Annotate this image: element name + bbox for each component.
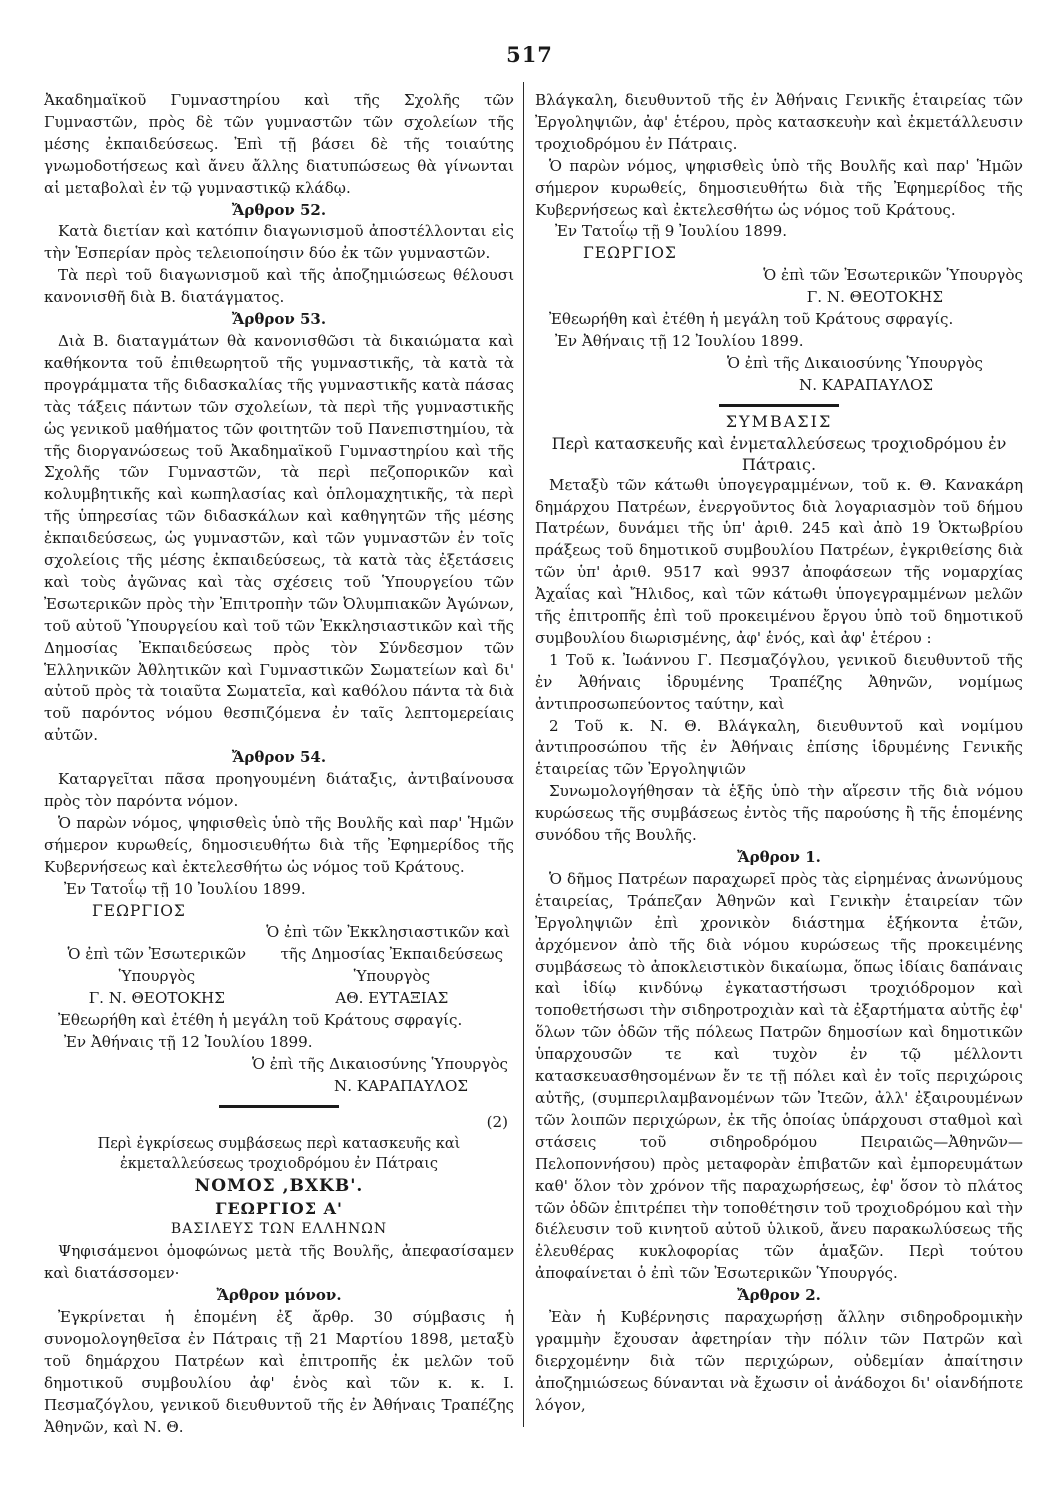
article-heading: Ἄρθρον 53. bbox=[231, 310, 327, 329]
king-signature: ΓΕΩΡΓΙΟΣ bbox=[92, 901, 186, 920]
paragraph: Καταργεῖται πᾶσα προηγουμένη διάταξις, ἀντιβαίνουσα πρὸς τὸν παρόντα νόμον. bbox=[44, 770, 514, 810]
contract-title: ΣΥΜΒΑΣΙΣ bbox=[725, 411, 833, 431]
article-heading: Ἄρθρον μόνον. bbox=[216, 1286, 342, 1305]
minister-title: τῆς Δημοσίας Ἐκπαιδεύσεως bbox=[280, 945, 504, 964]
minister-name: Ν. ΚΑΡΑΠΑΥΛΟΣ bbox=[333, 1076, 468, 1095]
paragraph: Ἀκαδημαϊκοῦ Γυμναστηρίου καὶ τῆς Σχολῆς τῶν Γυμναστῶν, πρὸς δὲ τῶν γυμναστῶν τῶν σχολείων τῆς μέσης ἐκπαιδεύσεως. Ἐπὶ τῇ βάσει δὲ τῆς τοιαύτης γνωμοδοτήσεως καὶ ἄνευ ἄλλης διατυπώσεως θὰ γίνωνται αἱ μεταβολαὶ ἐν τῷ γυμναστικῷ κλάδῳ. bbox=[44, 91, 514, 197]
article-heading: Ἄρθρον 52. bbox=[231, 200, 327, 219]
seal-note: Ἐθεωρήθη καὶ ἐτέθη ἡ μεγάλη τοῦ Κράτους σφραγίς. bbox=[549, 310, 954, 329]
paragraph: Μεταξὺ τῶν κάτωθι ὑπογεγραμμένων, τοῦ κ. Θ. Κανακάρη δημάρχου Πατρέων, ἐνεργοῦντος διὰ λογαριασμὸν τοῦ δήμου Πατρέων, δυνάμει τῆς ὑπ' ἀριθ. 245 καὶ ἀπὸ 19 Ὀκτωβρίου πράξεως τοῦ δημοτικοῦ συμβουλίου Πατρέων, ἐγκριθείσης διὰ τῶν ὑπ' ἀριθ. 9517 καὶ 9937 ἀποφάσεων τῆς νομαρχίας Ἀχαΐας καὶ Ἤλιδος, καὶ τῶν κάτωθι ὑπογεγραμμένων μελῶν τῆς ἐπιτροπῆς ἐπὶ τοῦ προκειμένου ἔργου ὑπὸ τοῦ δημοτικοῦ συμβουλίου διωρισμένης, ἀφ' ἑνός, καὶ ἀφ' ἑτέρου : bbox=[535, 475, 1023, 647]
minister-name: Ν. ΚΑΡΑΠΑΥΛΟΣ bbox=[798, 375, 933, 394]
paragraph: Κατὰ διετίαν καὶ κατόπιν διαγωνισμοῦ ἀποστέλλονται εἰς τὴν Ἑσπερίαν πρὸς τελειοποίησιν δύο ἐκ τῶν γυμναστῶν. bbox=[44, 222, 514, 263]
minister-title: Ὁ ἐπὶ τῶν Ἐκκλησιαστικῶν καὶ bbox=[266, 923, 510, 942]
date-line: Ἐν Τατοΐῳ τῇ 10 Ἰουλίου 1899. bbox=[64, 879, 306, 898]
minister-education bbox=[270, 944, 514, 1010]
law-number: ΝΟΜΟΣ ,ΒΧΚΒ'. bbox=[194, 1175, 364, 1196]
section-subject: Περὶ ἐγκρίσεως συμβάσεως περὶ κατασκευῆς καὶ ἐκμεταλλεύσεως τροχιοδρόμου ἐν Πάτραις bbox=[97, 1135, 461, 1172]
enactment-clause: Ὁ παρὼν νόμος, ψηφισθεὶς ὑπὸ τῆς Βουλῆς καὶ παρ' Ἡμῶν σήμερον κυρωθείς, δημοσιευθήτω διὰ τῆς Ἐφημερίδος τῆς Κυβερνήσεως καὶ ἐκτελεσθήτω ὡς νόμος τοῦ Κράτους. bbox=[535, 156, 1023, 219]
paragraph: Ἐὰν ἡ Κυβέρνησις παραχωρήσῃ ἄλλην σιδηροδρομικὴν γραμμὴν ἔχουσαν ἀφετηρίαν τὴν πόλιν τῶν Πατρῶν καὶ διερχομένην διὰ τῶν περιχώρων, οὐδεμίαν ἀπαίτησιν ἀποζημιώσεως δύνανται νὰ ἔχωσιν οἱ ἀνάδοχοι δι' οἱανδήποτε λόγον, bbox=[535, 1308, 1023, 1414]
article-heading: Ἄρθρον 2. bbox=[737, 1286, 821, 1305]
section-number: (2) bbox=[486, 1112, 508, 1131]
minister-title: Ὁ ἐπὶ τῶν Ἐσωτερικῶν bbox=[67, 945, 247, 964]
seal-note: Ἐθεωρήθη καὶ ἐτέθη ἡ μεγάλη τοῦ Κράτους σφραγίς. bbox=[58, 1011, 463, 1030]
paragraph: Βλάγκαλη, διευθυντοῦ τῆς ἐν Ἀθήναις Γενικῆς ἑταιρείας τῶν Ἐργοληψιῶν, ἀφ' ἑτέρου, πρὸς κατασκευὴν καὶ ἐκμετάλλευσιν τροχιοδρόμου ἐν Πάτραις. bbox=[535, 91, 1023, 153]
page-number: 517 bbox=[506, 42, 553, 67]
paragraph: 2 Τοῦ κ. Ν. Θ. Βλάγκαλη, διευθυντοῦ καὶ νομίμου ἀντιπροσώπου τῆς ἐν Ἀθήναις ἐπίσης ἱδρυμένης Γενικῆς ἑταιρείας τῶν Ἐργοληψιῶν bbox=[535, 716, 1023, 779]
date-line: Ἐν Ἀθήναις τῇ 12 Ἰουλίου 1899. bbox=[555, 331, 804, 350]
minister-title: Ὁ ἐπὶ τῆς Δικαιοσύνης Ὑπουργὸς bbox=[251, 1054, 508, 1073]
paragraph: Συνωμολογήθησαν τὰ ἑξῆς ὑπὸ τὴν αἵρεσιν τῆς διὰ νόμου κυρώσεως τῆς συμβάσεως ἐντὸς τῆς παρούσης ἢ τῆς ἑπομένης συνόδου τῆς Βουλῆς. bbox=[535, 782, 1023, 845]
minister-name: Γ. Ν. ΘΕΟΤΟΚΗΣ bbox=[806, 288, 943, 307]
minister-signatures bbox=[44, 944, 514, 1010]
minister-title: Ὁ ἐπὶ τῶν Ἐσωτερικῶν Ὑπουργὸς bbox=[763, 266, 1023, 285]
minister-role: Ὑπουργὸς bbox=[118, 967, 196, 986]
paragraph: 1 Τοῦ κ. Ἰωάννου Γ. Πεσμαζόγλου, γενικοῦ διευθυντοῦ τῆς ἐν Ἀθήναις ἱδρυμένης Τραπέζης Ἀθηνῶν, νομίμως ἀντιπροσωπεύοντος ταύτην, καὶ bbox=[535, 650, 1023, 713]
paragraph: Τὰ περὶ τοῦ διαγωνισμοῦ καὶ τῆς ἀποζημιώσεως θέλουσι κανονισθῆ διὰ Β. διατάγματος. bbox=[44, 266, 514, 307]
date-line: Ἐν Ἀθήναις τῇ 12 Ἰουλίου 1899. bbox=[64, 1032, 313, 1051]
minister-name: ΑΘ. ΕΥΤΑΞΙΑΣ bbox=[335, 989, 449, 1008]
paragraph: Διὰ Β. διαταγμάτων θὰ κανονισθῶσι τὰ δικαιώματα καὶ καθήκοντα τοῦ ἐπιθεωρητοῦ τῆς γυμναστικῆς, τὰ κατὰ τὰ προγράμματα τῆς διδασκαλίας τῆς γυμναστικῆς κατὰ πάσας τὰς τάξεις πάντων τῶν σχολείων, τὰ περὶ τῆς γυμναστικῆς ὡς γενικοῦ μαθήματος τῶν φοιτητῶν τοῦ Πανεπιστημίου, τὰ τῆς διοργανώσεως τοῦ Ἀκαδημαϊκοῦ Γυμναστηρίου καὶ τῆς Σχολῆς τῶν Γυμναστῶν, τὰ περὶ πεζοπορικῶν καὶ κολυμβητικῆς καὶ κωπηλασίας καὶ ὁπλομαχητικῆς, τὰ περὶ τῆς ὑπηρεσίας τῶν διδασκάλων καὶ καθηγητῶν τῆς μέσης ἐκπαιδεύσεως, ὡς γυμναστῶν, καὶ τῶν γυμναστῶν ἐν τοῖς σχολείοις τῆς μέσης ἐκπαιδεύσεως, τὰ κατὰ τὰς ἐξετάσεις καὶ τοὺς ἀγῶνας καὶ τὰς σχέσεις τοῦ Ὑπουργείου τῶν Ἐσωτερικῶν πρὸς τὴν Ἐπιτροπὴν τῶν Ὀλυμπιακῶν Ἀγώνων, τοῦ αὐτοῦ Ὑπουργείου καὶ τοῦ τῶν Ἐκκλησιαστικῶν καὶ τῆς Δημοσίας Ἐκπαιδεύσεως πρὸς τὸν Σύνδεσμον τῶν Ἑλληνικῶν Ἀθλητικῶν καὶ Γυμναστικῶν Σωματείων καὶ δι' αὐτοῦ πρὸς τὰ τοιαῦτα Σωματεῖα, καὶ καθόλου πάντα τὰ διὰ τοῦ παρόντος νόμου θεσπιζόμενα ἐν ταῖς λεπτομερείαις αὐτῶν. bbox=[44, 331, 514, 745]
paragraph: Ὁ δῆμος Πατρέων παραχωρεῖ πρὸς τὰς εἰρημένας ἀνωνύμους ἑταιρείας, Τράπεζαν Ἀθηνῶν καὶ Γενικὴν ἑταιρείαν τῶν Ἐργοληψιῶν ἐπὶ χρονικὸν διάστημα ἑξήκοντα ἐτῶν, ἀρχόμενον ἀπὸ τῆς διὰ νόμου κυρώσεως τῆς προκειμένης συμβάσεως τὸ ἀποκλειστικὸν δικαίωμα, ὅπως ἰδίαις δαπάναις καὶ ἰδίῳ κινδύνῳ ἐγκαταστήσωσι τροχιόδρομον καὶ τοποθετήσωσι τὴν σιδηροτροχιὰν καὶ τὰ ἐξαρτήματα αὐτῆς ἐφ' ὅλων τῶν ὁδῶν τῆς πόλεως Πατρῶν δημοσίων καὶ δημοτικῶν ὑπαρχουσῶν τε καὶ τυχὸν ἐν τῷ μέλλοντι κατασκευασθησομένων ἔν τε τῇ πόλει καὶ ἐν τοῖς περιχώροις αὐτῆς, (συμπεριλαμβανομένων τῶν Ἰτεῶν, ἀλλ' ἐξαιρουμένων τῶν λοιπῶν περιχώρων, ἐκ τῆς ὁποίας ὑπάρχουσι σταθμοὶ καὶ στάσεις τοῦ σιδηροδρόμου Πειραιῶς—Ἀθηνῶν—Πελοποννήσου) πρὸς μεταφορὰν ἐπιβατῶν καὶ ἐμπορευμάτων καθ' ὅλον τὸν χρόνον τῆς παραχωρήσεως, ἐφ' ὅσον τὸ πλάτος τῶν ὁδῶν ἐπιτρέπει τὴν τοποθέτησιν τοῦ τροχιοδρόμου καὶ τὴν διέλευσιν τοῦ κινητοῦ αὐτοῦ ὑλικοῦ, ἄνευ παρακωλύσεως τῆς ἐλευθέρας κυκλοφορίας τῶν ἁμαξῶν. Περὶ τούτου ἀποφαίνεται ὁ ἐπὶ τῶν Ἐσωτερικῶν Ὑπουργός. bbox=[535, 869, 1023, 1283]
paragraph: Ψηφισάμενοι ὁμοφώνως μετὰ τῆς Βουλῆς, ἀπεφασίσαμεν καὶ διατάσσομεν· bbox=[44, 1242, 514, 1283]
paragraph: Ἐγκρίνεται ἡ ἑπομένη ἐξ ἄρθρ. 30 σύμβασις ἡ συνομολογηθεῖσα ἐν Πάτραις τῇ 21 Μαρτίου 1898, μεταξὺ τοῦ δημάρχου Πατρέων καὶ ἐπιτροπῆς ἐκ μελῶν τοῦ δημοτικοῦ συμβουλίου ἀφ' ἑνὸς καὶ τῶν κ. κ. Ι. Πεσμαζόγλου, γενικοῦ διευθυντοῦ τῆς ἐν Ἀθήναις Τραπέζης Ἀθηνῶν, καὶ Ν. Θ. bbox=[44, 1308, 514, 1436]
king-title: ΒΑΣΙΛΕΥΣ ΤΩΝ ΕΛΛΗΝΩΝ bbox=[170, 1221, 388, 1238]
enactment-clause: Ὁ παρὼν νόμος, ψηφισθεὶς ὑπὸ τῆς Βουλῆς καὶ παρ' Ἡμῶν σήμερον κυρωθείς, δημοσιευθήτω διὰ τῆς Ἐφημερίδος τῆς Κυβερνήσεως καὶ ἐκτελεσθήτω ὡς νόμος τοῦ Κράτους. bbox=[44, 813, 514, 876]
king-name: ΓΕΩΡΓΙΟΣ Α' bbox=[215, 1198, 343, 1218]
date-line: Ἐν Τατοΐῳ τῇ 9 Ἰουλίου 1899. bbox=[555, 222, 788, 241]
minister-interior bbox=[44, 944, 270, 1010]
article-heading: Ἄρθρον 54. bbox=[231, 748, 327, 767]
contract-subject: Περὶ κατασκευῆς καὶ ἐνμεταλλεύσεως τροχιοδρόμου ἐν Πάτραις. bbox=[551, 433, 1007, 474]
right-column bbox=[535, 90, 1023, 1417]
separator-rule bbox=[719, 404, 839, 407]
king-signature: ΓΕΩΡΓΙΟΣ bbox=[583, 244, 677, 263]
column-divider bbox=[523, 82, 524, 1427]
minister-title: Ὁ ἐπὶ τῆς Δικαιοσύνης Ὑπουργὸς bbox=[726, 353, 983, 372]
minister-role: Ὑπουργὸς bbox=[353, 967, 431, 986]
separator-rule bbox=[219, 1105, 339, 1108]
minister-name: Γ. Ν. ΘΕΟΤΟΚΗΣ bbox=[88, 989, 225, 1008]
article-heading: Ἄρθρον 1. bbox=[737, 848, 821, 866]
left-column bbox=[44, 90, 514, 1438]
